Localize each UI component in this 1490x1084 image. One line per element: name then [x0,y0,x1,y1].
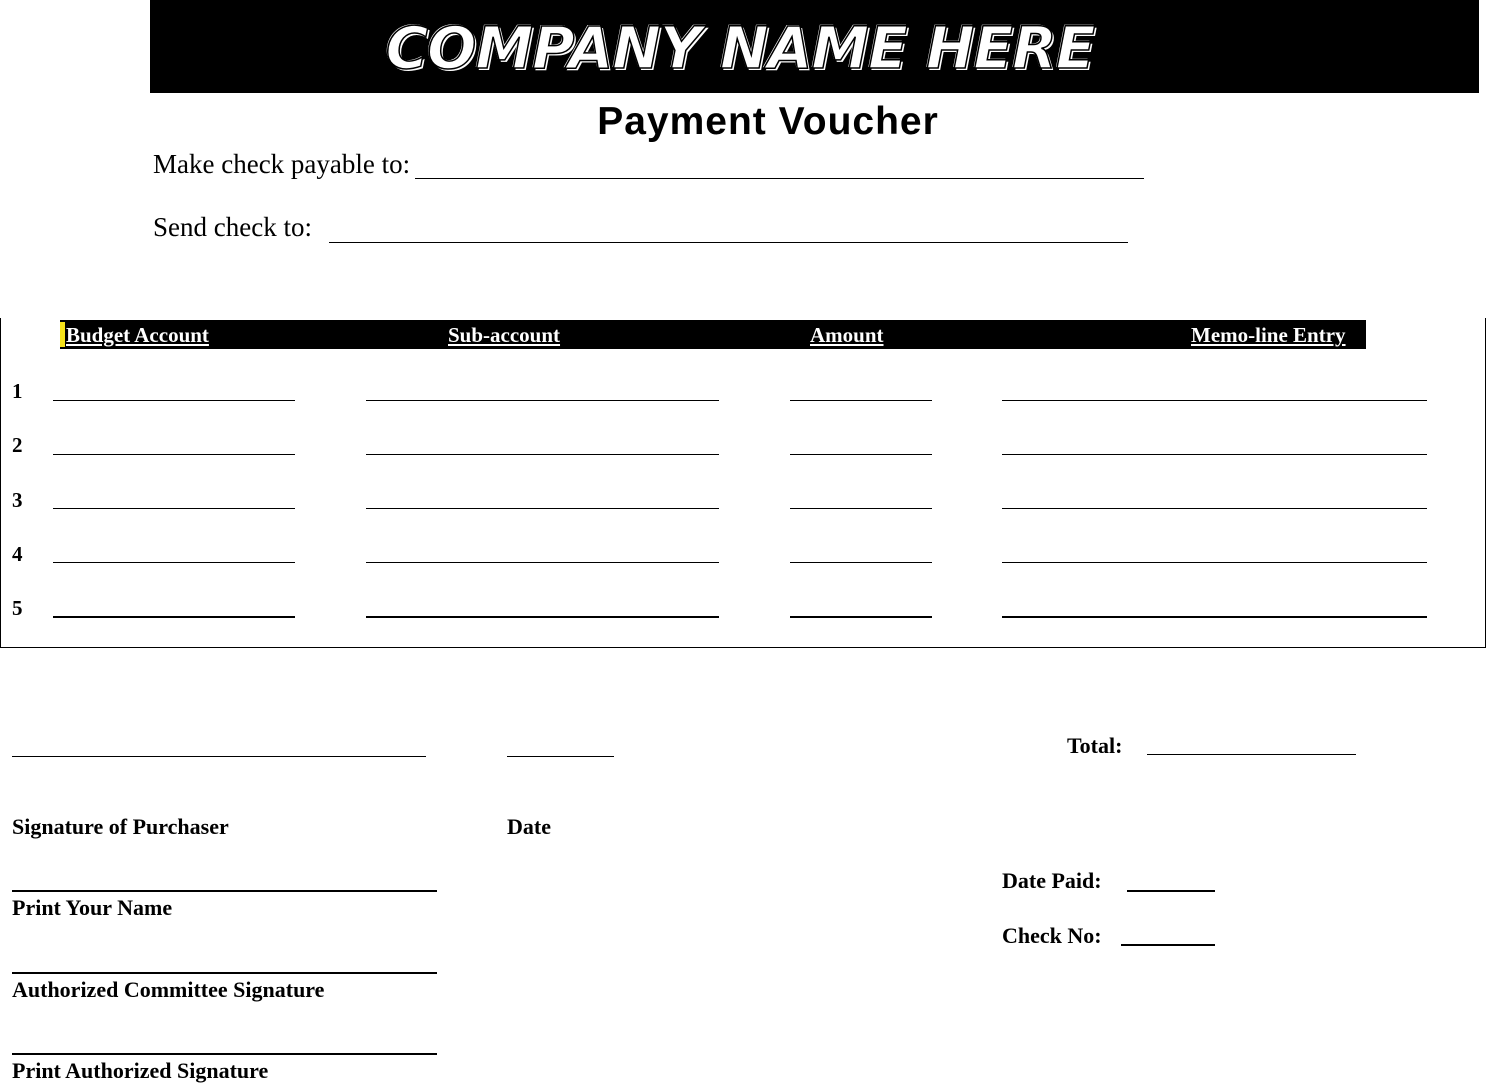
table-header [60,320,1366,349]
sub-account-field[interactable] [366,508,719,509]
page-title: Payment Voucher [597,100,939,143]
header-marker [60,322,65,347]
send-to-label: Send check to: [153,212,312,242]
committee-signature-field[interactable] [12,972,437,974]
row-number: 5 [12,596,23,620]
check-no-label: Check No: [1002,923,1102,948]
row-number: 2 [12,433,23,457]
memo-field[interactable] [1002,400,1427,401]
date-paid-label: Date Paid: [1002,868,1102,893]
budget-account-field[interactable] [53,562,295,563]
amount-field[interactable] [790,400,932,401]
authorized-committee-label: Authorized Committee Signature [12,977,325,1002]
column-header-sub-account: Sub-account [448,323,561,347]
date-label: Date [507,814,551,839]
print-name-field[interactable] [12,890,437,892]
print-name-label: Print Your Name [12,895,173,920]
sub-account-field[interactable] [366,616,719,618]
column-header-amount: Amount [810,323,884,347]
total-label: Total: [1067,733,1123,758]
budget-account-field[interactable] [53,400,295,401]
payable-to-field[interactable] [415,178,1144,179]
sub-account-field[interactable] [366,562,719,563]
sub-account-field[interactable] [366,400,719,401]
memo-field[interactable] [1002,562,1427,563]
memo-field[interactable] [1002,616,1427,618]
send-to-field[interactable] [329,242,1128,243]
row-number: 3 [12,488,23,512]
amount-field[interactable] [790,508,932,509]
column-header-memo-line-entry: Memo-line Entry [1191,323,1346,347]
amount-field[interactable] [790,562,932,563]
signature-purchaser-label: Signature of Purchaser [12,814,229,839]
line-items-table [0,318,1486,648]
amount-field[interactable] [790,616,932,618]
memo-field[interactable] [1002,508,1427,509]
budget-account-field[interactable] [53,616,295,618]
print-authorized-label: Print Authorized Signature [12,1058,269,1083]
budget-account-field[interactable] [53,508,295,509]
budget-account-field[interactable] [53,454,295,455]
total-field[interactable] [1147,754,1356,755]
payable-to-label: Make check payable to: [153,149,411,179]
company-name: COMPANY NAME HERE [385,14,1095,82]
check-no-field[interactable] [1121,944,1215,946]
print-authorized-field[interactable] [12,1053,437,1055]
row-number: 4 [12,542,23,566]
purchaser-signature-field[interactable] [12,756,426,757]
amount-field[interactable] [790,454,932,455]
date-paid-field[interactable] [1127,890,1215,892]
memo-field[interactable] [1002,454,1427,455]
date-field[interactable] [507,756,614,757]
row-number: 1 [12,379,23,403]
column-header-budget-account: Budget Account [66,323,209,347]
sub-account-field[interactable] [366,454,719,455]
